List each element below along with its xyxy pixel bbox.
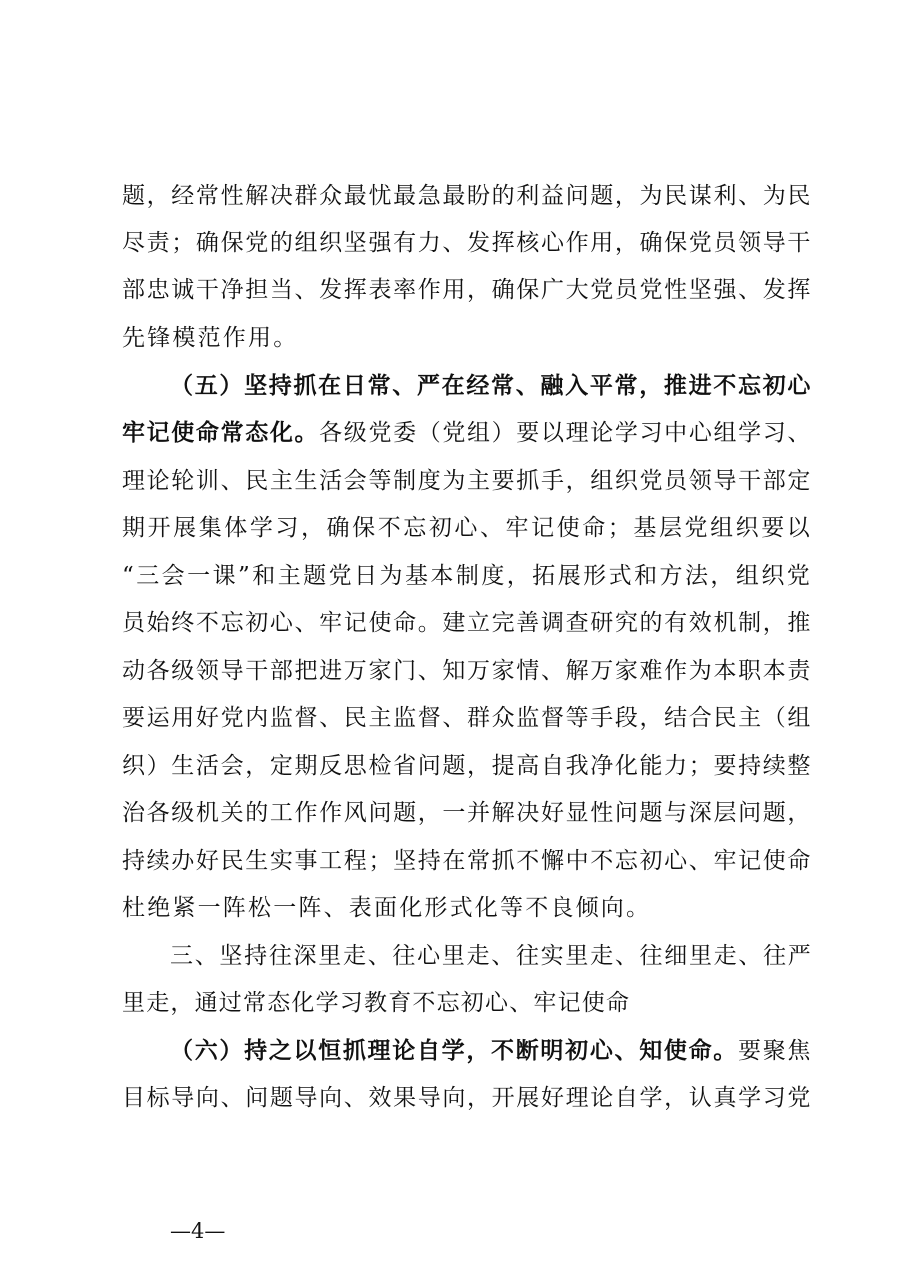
paragraph-line: 要运用好党内监督、民主监督、群众监督等手段，结合民主（组 [122, 705, 812, 731]
paragraph-line: 持续办好民生实事工程；坚持在常抓不懈中不忘初心、牢记使命 [122, 848, 812, 874]
paragraph-line: “三会一课”和主题党日为基本制度，拓展形式和方法，组织党 [122, 563, 812, 589]
paragraph-line: 目标导向、问题导向、效果导向，开展好理论自学，认真学习党 [122, 1085, 812, 1111]
paragraph-line: 织）生活会，定期反思检省问题，提高自我净化能力；要持续整 [122, 753, 812, 779]
paragraph-line: 动各级领导干部把进万家门、知万家情、解万家难作为本职本责 [122, 658, 812, 684]
section-6-line [170, 1027, 812, 1075]
page-number: —4— [170, 1219, 226, 1243]
section-6-heading: （六）持之以恒抓理论自学，不断明初心、知使命。 [170, 1038, 738, 1064]
section-5-heading-continued: 牢记使命常态化。 [122, 420, 320, 446]
paragraph-line: 题，经常性解决群众最忧最急最盼的利益问题，为民谋利、为民 [122, 183, 812, 209]
paragraph-line: 先锋模范作用。 [122, 325, 299, 351]
paragraph-line: 尽责；确保党的组织坚强有力、发挥核心作用，确保党员领导干 [122, 230, 812, 256]
paragraph-line: 期开展集体学习，确保不忘初心、牢记使命；基层党组织要以 [122, 515, 812, 541]
paragraph-line: 治各级机关的工作作风问题，一并解决好显性问题与深层问题， [122, 800, 812, 826]
section-6-text: 要聚焦 [738, 1038, 812, 1064]
paragraph-line: 部忠诚干净担当、发挥表率作用，确保广大党员党性坚强、发挥 [122, 277, 812, 303]
section-5-heading: （五）坚持抓在日常、严在经常、融入平常，推进不忘初心 [170, 373, 812, 399]
section-5-line [122, 409, 812, 457]
paragraph-line: 杜绝紧一阵松一阵、表面化形式化等不良倾向。 [122, 895, 652, 921]
section-5-text: 各级党委（党组）要以理论学习中心组学习、 [319, 420, 812, 446]
part-3-heading-continued: 里走，通过常态化学习教育不忘初心、牢记使命 [122, 990, 631, 1016]
paragraph-line: 理论轮训、民主生活会等制度为主要抓手，组织党员领导干部定 [122, 468, 812, 494]
part-3-heading: 三、坚持往深里走、往心里走、往实里走、往细里走、往严 [170, 943, 812, 969]
paragraph-line: 员始终不忘初心、牢记使命。建立完善调查研究的有效机制，推 [122, 610, 812, 636]
